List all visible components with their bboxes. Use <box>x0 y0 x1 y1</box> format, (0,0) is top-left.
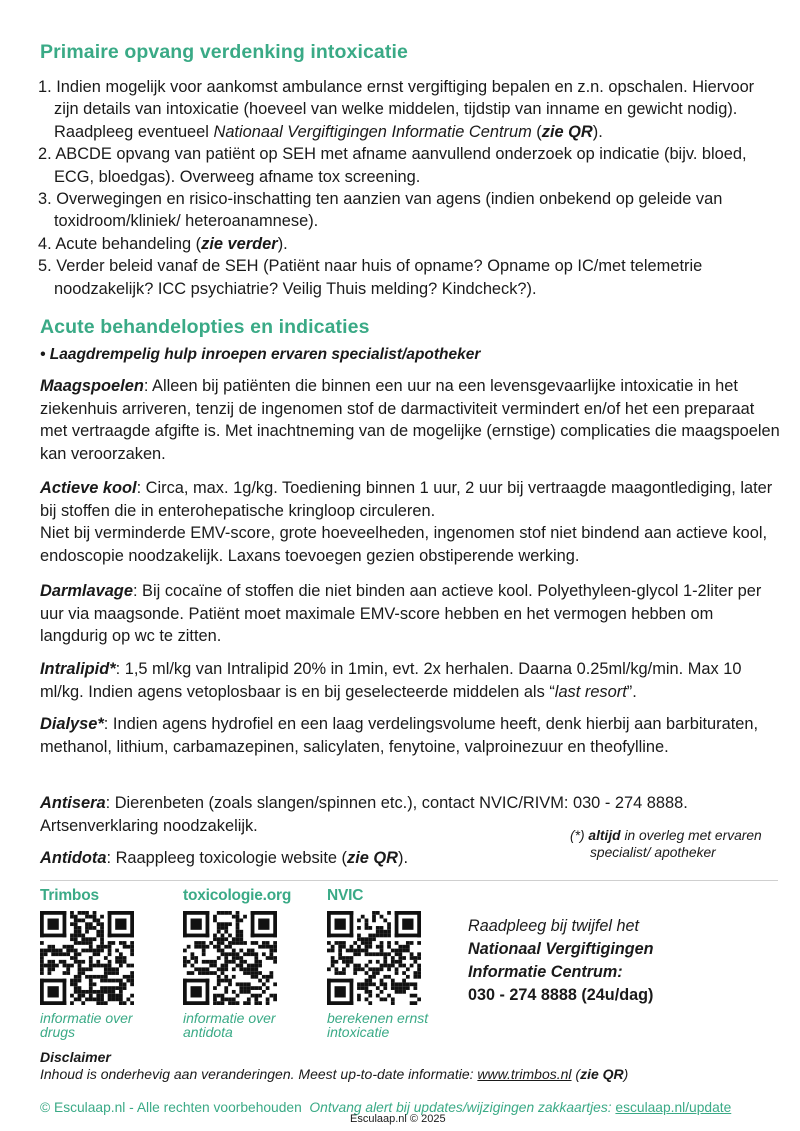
nvic-phone: 030 - 274 8888 (24u/dag) <box>468 986 654 1004</box>
maagspoelen-paragraph: Maagspoelen: Alleen bij patiënten die binnen een uur na een levensgevaarlijke intoxicatie in het ziekenhuis arriveren, tenzij de ingenomen stof de darmactiviteit vermindert en/of het een preparaat met vertraagde afgifte is. Met inachtneming van de mogelijke (ernstige) complicaties die maagspoelen kan veroorzaken. <box>40 377 780 463</box>
dialyse-paragraph: Dialyse*: Indien agens hydrofiel en een laag verdelingsvolume heeft, denk hierbij aan barbituraten, methanol, lithium, carbamazepinen, salicylaten, fenytoine, valproinezuur en theofylline. <box>40 715 759 756</box>
qr-caption: informatie over antidota <box>183 1010 276 1040</box>
opvang-list <box>38 76 778 300</box>
footer: © Esculaap.nl - Alle rechten voorbehouden Ontvang alert bij updates/wijzigingen zakkaartjes: esculaap.nl/update <box>40 1100 732 1115</box>
list-item: 1. Indien mogelijk voor aankomst ambulance ernst vergiftiging bepalen en z.n. opschalen. Hiervoor zijn details van intoxicatie (hoeveel van welke middelen, tijdstip van inname en gewicht nodig). Raadpleeg eventueel Nationaal Vergiftigingen Informatie Centrum (zie QR). <box>38 78 755 141</box>
qr-title: NVIC <box>327 887 364 904</box>
qr-title: toxicologie.org <box>183 887 292 904</box>
qr-block-nvic[interactable] <box>327 887 447 1039</box>
footnote: (*) altijd in overleg met ervaren specialist/ apotheker <box>570 828 762 860</box>
qr-caption: informatie over drugs <box>40 1010 133 1040</box>
disclaimer-title: Disclaimer <box>40 1049 111 1065</box>
list-item: 3. Overwegingen en risico-inschatting ten aanzien van agens (indien onbekend op geleide van toxidroom/kliniek/ heteroanamnese). <box>38 190 723 231</box>
bullet-note: • Laagdrempelig hulp inroepen ervaren specialist/apotheker <box>40 346 481 363</box>
disclaimer-text: Inhoud is onderhevig aan veranderingen. Meest up-to-date informatie: www.trimbos.nl (zie QR) <box>40 1066 629 1082</box>
section-title-behandelopties: Acute behandelopties en indicaties <box>40 316 370 338</box>
actieve-kool-paragraph: Actieve kool: Circa, max. 1g/kg. Toediening binnen 1 uur, 2 uur bij vertraagde maagontlediging, later bij stoffen die in enterohepatische kringloop circuleren. Niet bij verminderde EMV-score, grote hoeveelheden, ingenomen stof niet bindend aan actieve kool, endoscopie noodzakelijk. Laxans toevoegen gezien obstiperende werking. <box>40 479 773 565</box>
qr-block-toxicologie[interactable] <box>183 887 303 1039</box>
small-copyright: Esculaap.nl © 2025 <box>350 1113 446 1125</box>
list-item: 2. ABCDE opvang van patiënt op SEH met afname aanvullend onderzoek op indicatie (bijv. bloed, ECG, bloedgas). Overweeg afname tox screening. <box>38 145 747 186</box>
qr-caption: berekenen ernst intoxicatie <box>327 1010 429 1040</box>
trimbos-link[interactable]: www.trimbos.nl <box>477 1066 572 1082</box>
copyright: © Esculaap.nl - Alle rechten voorbehouden <box>40 1100 302 1115</box>
qr-title: Trimbos <box>40 887 99 904</box>
darmlavage-paragraph: Darmlavage: Bij cocaïne of stoffen die niet binden aan actieve kool. Polyethyleen-glycol 1-2liter per uur via maagsonde. Patiënt moet maximale EMV-score hebben en het vermogen hebben om langdurig op wc te zitten. <box>40 582 762 646</box>
antisera-paragraph: Antisera: Dierenbeten (zoals slangen/spinnen etc.), contact NVIC/RIVM: 030 - 274 8888. Artsenverklaring noodzakelijk. <box>40 794 688 835</box>
nvic-contact: Raadpleeg bij twijfel het Nationaal Vergiftigingen Informatie Centrum: 030 - 274 8888 (24u/dag) <box>468 915 654 1007</box>
qr-code-icon[interactable] <box>183 911 277 1005</box>
qr-code-icon[interactable] <box>327 911 421 1005</box>
section-title-primaire-opvang: Primaire opvang verdenking intoxicatie <box>40 41 408 63</box>
list-item: 4. Acute behandeling (zie verder). <box>38 234 288 253</box>
divider <box>40 880 778 881</box>
qr-block-trimbos[interactable] <box>40 887 160 1039</box>
qr-code-icon[interactable] <box>40 911 134 1005</box>
list-item: 5. Verder beleid vanaf de SEH (Patiënt naar huis of opname? Opname op IC/met telemetrie noodzakelijk? ICC psychiatrie? Veilig Thuis melding? Kindcheck?). <box>38 257 703 298</box>
update-link[interactable]: esculaap.nl/update <box>615 1100 732 1115</box>
intralipid-paragraph: Intralipid*: 1,5 ml/kg van Intralipid 20% in 1min, evt. 2x herhalen. Daarna 0.25ml/kg/min. Max 10 ml/kg. Indien agens vetoplosbaar is en bij geselecteerde middelen als “last resort”. <box>40 660 742 701</box>
antidota-paragraph: Antidota: Raappleeg toxicologie website (zie QR). <box>40 849 409 867</box>
